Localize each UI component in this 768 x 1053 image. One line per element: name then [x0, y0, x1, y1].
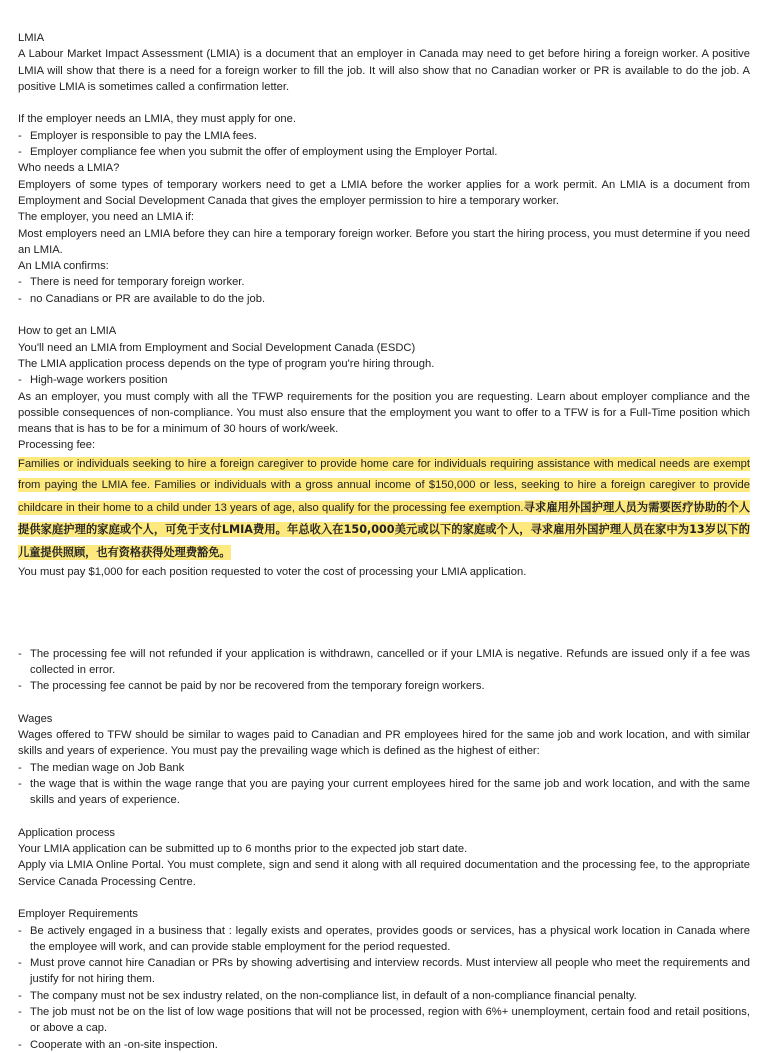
apply-line: If the employer needs an LMIA, they must apply for one. — [18, 113, 296, 126]
list-item: - the wage that is within the wage range that you are paying your current employees hired for the same job and work location, and with the same skills and years of experience. — [18, 776, 750, 809]
fee-highlight-paragraph — [18, 454, 750, 565]
apply-list — [18, 128, 750, 161]
fee-heading: Processing fee: — [18, 439, 96, 452]
list-item: - Cooperate with an -on-site inspection. — [18, 1037, 750, 1053]
how-line-1: You'll need an LMIA from Employment and Social Development Canada (ESDC) — [18, 341, 416, 354]
requirements-heading: Employer Requirements — [18, 908, 139, 921]
list-item: - The processing fee will not refunded if your application is withdrawn, cancelled or if your LMIA is negative. Refunds are issued only if a fee was collected in error. — [18, 646, 750, 679]
fee-list — [18, 646, 750, 695]
intro-paragraph: A Labour Market Impact Assessment (LMIA) is a document that an employer in Canada may need to get before hiring a foreign worker. A positive LMIA will show that there is a need for a foreign worker to fill the job. It will also show that no Canadian worker or PR is available to do the job. A positive LMIA is sometimes called a confirmation letter. — [18, 48, 750, 93]
list-item: - The company must not be sex industry related, on the non-compliance list, in default of a non-compliance financial penalty. — [18, 988, 750, 1004]
confirms-list — [18, 274, 750, 307]
fee-pay-line: You must pay $1,000 for each position requested to voter the cost of processing your LMIA application. — [18, 566, 527, 579]
fee-highlight-en: Families or individuals seeking to hire a foreign caregiver to provide home care for individuals requiring assistance with medical needs are exempt from paying the LMIA fee. Families or individuals with a gross annual income of $150,000 or less, seeking to hire a foreign caregiver to provide childcare in their home to a child under 13 years of age, also qualify for the processing fee exemption. — [18, 457, 750, 514]
list-item: - Be actively engaged in a business that : legally exists and operates, provides goods or services, has a physical work location in Canada where the employee will work, and can provide stable employment for the period requested. — [18, 923, 750, 956]
application-heading: Application process — [18, 826, 116, 839]
list-item: - no Canadians or PR are available to do the job. — [18, 291, 750, 307]
wages-heading: Wages — [18, 712, 53, 725]
who-heading: Who needs a LMIA? — [18, 162, 120, 175]
wages-paragraph: Wages offered to TFW should be similar to wages paid to Canadian and PR employees hired for the same job and work location, and with similar skills and years of experience. You must pay the prevailing wage which is defined as the highest of either: — [18, 729, 750, 758]
list-item: - There is need for temporary foreign worker. — [18, 274, 750, 290]
who-paragraph: Employers of some types of temporary workers need to get a LMIA before the worker applies for a work permit. An LMIA is a document from Employment and Social Development Canada that gives the employer permission to hire a temporary worker. — [18, 178, 750, 207]
if-paragraph: Most employers need an LMIA before they can hire a temporary foreign worker. Before you start the hiring process, you must determine if you need an LMIA. — [18, 227, 750, 256]
confirms-line: An LMIA confirms: — [18, 260, 109, 273]
list-item: - The median wage on Job Bank — [18, 760, 750, 776]
list-item: - Employer compliance fee when you submit the offer of employment using the Employer Portal. — [18, 144, 750, 160]
application-line: Your LMIA application can be submitted up to 6 months prior to the expected job start date. — [18, 843, 468, 856]
doc-title: LMIA — [18, 32, 45, 44]
requirements-list — [18, 923, 750, 1053]
how-paragraph: As an employer, you must comply with all the TFWP requirements for the position you are requesting. Learn about employer compliance and the possible consequences of non-compliance. You must also ensure that the employment you want to offer to a TFW is for a Full-Time position which means that is has to be for a minimum of 30 hours of work/week. — [18, 390, 750, 436]
if-line: The employer, you need an LMIA if: — [18, 211, 194, 224]
application-paragraph: Apply via LMIA Online Portal. You must complete, sign and send it along with all required documentation and the processing fee, to the appropriate Service Canada Processing Centre. — [18, 859, 750, 888]
how-list — [18, 372, 750, 388]
how-line-2: The LMIA application process depends on the type of program you're hiring through. — [18, 357, 435, 370]
list-item: - Employer is responsible to pay the LMIA fees. — [18, 128, 750, 144]
wages-list — [18, 760, 750, 809]
document-body — [18, 30, 750, 1053]
list-item: - The processing fee cannot be paid by nor be recovered from the temporary foreign workers. — [18, 678, 750, 694]
list-item: - High-wage workers position — [18, 372, 750, 388]
list-item: - Must prove cannot hire Canadian or PRs by showing advertising and interview records. Must interview all people who meet the requirements and justify for not hiring them. — [18, 955, 750, 988]
fee-highlight-zh: 寻求雇用外国护理人员为需要医疗协助的个人提供家庭护理的家庭或个人，可免于支付LMIA费用。年总收入在150,000美元或以下的家庭或个人，寻求雇用外国护理人员在家中为13岁以下的儿童提供照顾，也有资格获得处理费豁免。 — [18, 500, 750, 559]
how-heading: How to get an LMIA — [18, 325, 117, 338]
list-item: - The job must not be on the list of low wage positions that will not be processed, region with 6%+ unemployment, certain food and retail positions, or above a cap. — [18, 1004, 750, 1037]
